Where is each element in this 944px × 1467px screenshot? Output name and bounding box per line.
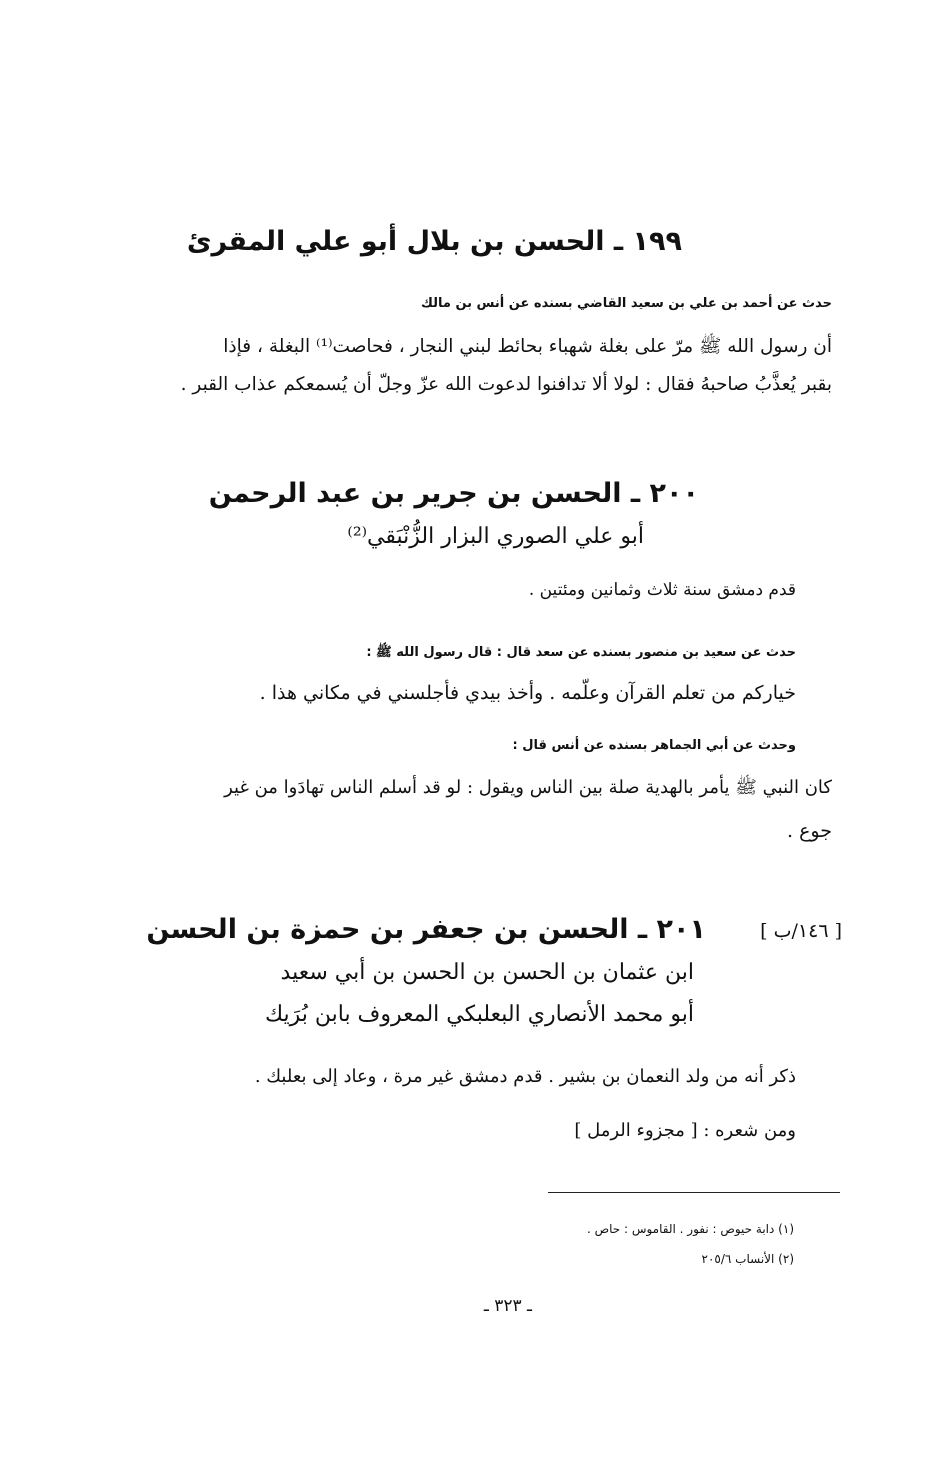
poetry-intro: ومن شعره : [ مجزوء الرمل ] — [574, 1120, 796, 1141]
entry-199-text-line1: أن رسول الله ﷺ مرّ على بغلة شهباء بحائط لبني النجار ، فحاصت⁽¹⁾ البغلة ، فإذا — [223, 336, 832, 357]
entry-199-title: ١٩٩ ـ الحسن بن بلال أبو علي المقرئ — [186, 226, 682, 257]
entry-199-isnad: حدث عن أحمد بن علي بن سعيد القاضي بسنده عن أنس بن مالك — [421, 296, 832, 311]
entry-200-isnad-1: حدث عن سعيد بن منصور بسنده عن سعد قال : قال رسول الله ﷺ : — [366, 645, 796, 660]
footnote-1: (١) دابة حيوص : نفور . القاموس : حاص . — [586, 1222, 794, 1236]
entry-200-text-1: خياركم من تعلم القرآن وعلّمه . وأخذ بيدي فأجلسني في مكاني هذا . — [259, 682, 796, 704]
footnote-2: (٢) الأنساب ٢٠٥/٦ — [701, 1252, 794, 1266]
footnote-divider — [548, 1192, 840, 1193]
entry-201-text: ذكر أنه من ولد النعمان بن بشير . قدم دمشق غير مرة ، وعاد إلى بعلبك . — [254, 1066, 796, 1087]
entry-201-subtitle-1: ابن عثمان بن الحسن بن الحسن بن أبي سعيد — [280, 960, 694, 985]
entry-199-text-line2: بقبر يُعذَّبُ صاحبهُ فقال : لولا ألا تدافنوا لدعوت الله عزّ وجلّ أن يُسمعكم عذاب القبر . — [180, 374, 832, 395]
entry-200-isnad-2: وحدث عن أبي الجماهر بسنده عن أنس قال : — [512, 738, 796, 753]
entry-200-title: ٢٠٠ ـ الحسن بن جرير بن عبد الرحمن — [208, 478, 699, 509]
entry-200-text-2-line2: جوع . — [787, 820, 832, 842]
entry-200-note: قدم دمشق سنة ثلاث وثمانين ومئتين . — [528, 580, 796, 600]
page-number: ـ ٣٢٣ ـ — [483, 1296, 532, 1316]
entry-200-subtitle: أبو علي الصوري البزار الزُّنْبَقي⁽²⁾ — [347, 524, 644, 549]
entry-201-title: ٢٠١ ـ الحسن بن جعفر بن حمزة بن الحسن — [146, 914, 706, 945]
folio-marker: [ ١٤٦/ب ] — [760, 920, 842, 942]
entry-201-subtitle-2: أبو محمد الأنصاري البعلبكي المعروف بابن بُرَيك — [264, 1002, 694, 1027]
entry-200-text-2-line1: كان النبي ﷺ يأمر بالهدية صلة بين الناس ويقول : لو قد أسلم الناس تهادَوا من غير — [224, 777, 832, 798]
